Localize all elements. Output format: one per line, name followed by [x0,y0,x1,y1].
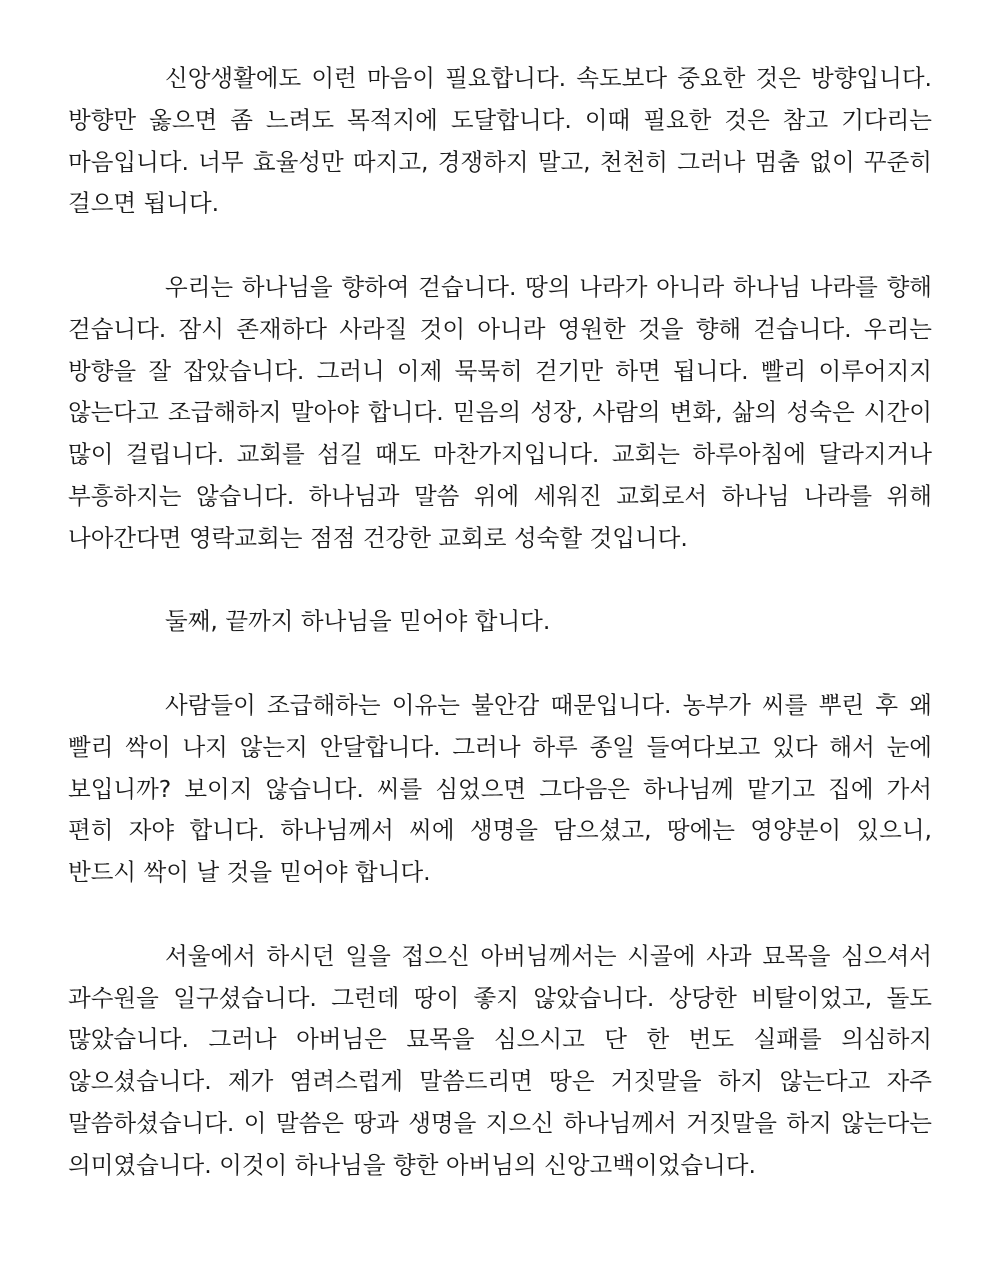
paragraph-1: 신앙생활에도 이런 마음이 필요합니다. 속도보다 중요한 것은 방향입니다. 방향만 옳으면 좀 느려도 목적지에 도달합니다. 이때 필요한 것은 참고 기다리는 마음입니다. 너무 효율성만 따지고, 경쟁하지 말고, 천천히 그러나 멈춤 없이 꾸준히 걸으면 됩니다. [68,64,932,218]
paragraph-5: 서울에서 하시던 일을 접으신 아버님께서는 시골에 사과 묘목을 심으셔서 과수원을 일구셨습니다. 그런데 땅이 좋지 않았습니다. 상당한 비탈이었고, 돌도 많았습니다. 그러나 아버님은 묘목을 심으시고 단 한 번도 실패를 의심하지 않으셨습니다. 제가 염려스럽게 말씀드리면 땅은 거짓말을 하지 않는다고 자주 말씀하셨습니다. 이 말씀은 땅과 생명을 지으신 하나님께서 거짓말을 하지 않는다는 의미였습니다. 이것이 하나님을 향한 아버님의 신앙고백이었습니다. [68,941,932,1179]
paragraph-3-heading: 둘째, 끝까지 하나님을 믿어야 합니다. [165,607,551,636]
paragraph-4: 사람들이 조급해하는 이유는 불안감 때문입니다. 농부가 씨를 뿌린 후 왜 빨리 싹이 나지 않는지 안달합니다. 그러나 하루 종일 들여다보고 있다 해서 눈에 보입니까? 보이지 않습니다. 씨를 심었으면 그다음은 하나님께 맡기고 집에 가서 편히 자야 합니다. 하나님께서 씨에 생명을 담으셨고, 땅에는 영양분이 있으니, 반드시 싹이 날 것을 믿어야 합니다. [68,690,932,887]
paragraph-2: 우리는 하나님을 향하여 걷습니다. 땅의 나라가 아니라 하나님 나라를 향해 걷습니다. 잠시 존재하다 사라질 것이 아니라 영원한 것을 향해 걷습니다. 우리는 방향을 잘 잡았습니다. 그러니 이제 묵묵히 걷기만 하면 됩니다. 빨리 이루어지지 않는다고 조급해하지 말아야 합니다. 믿음의 성장, 사람의 변화, 삶의 성숙은 시간이 많이 걸립니다. 교회를 섬길 때도 마찬가지입니다. 교회는 하루아침에 달라지거나 부흥하지는 않습니다. 하나님과 말씀 위에 세워진 교회로서 하나님 나라를 위해 나아간다면 영락교회는 점점 건강한 교회로 성숙할 것입니다. [68,272,932,552]
